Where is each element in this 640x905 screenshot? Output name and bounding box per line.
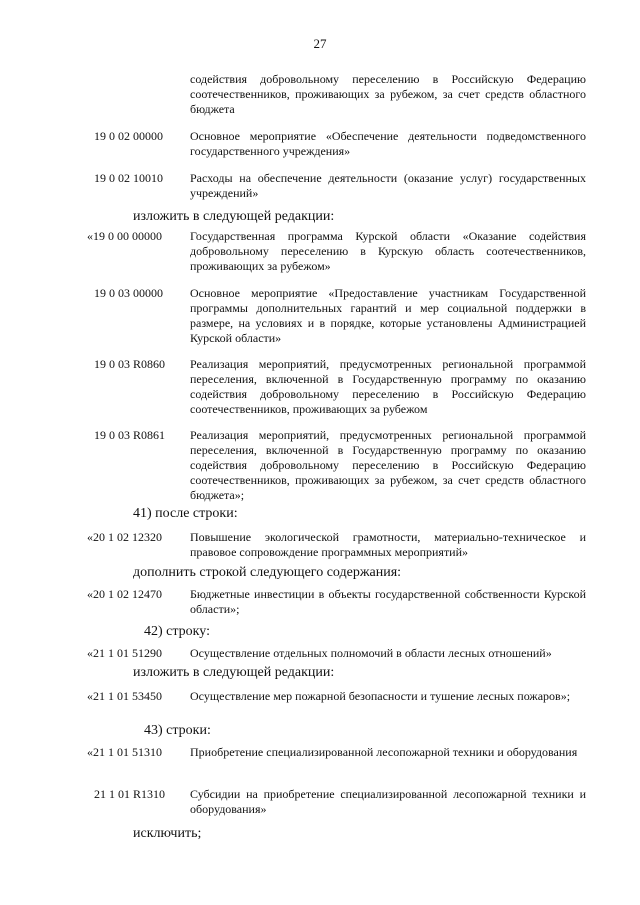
- budget-entry: [87, 229, 586, 274]
- budget-entry: [94, 428, 586, 503]
- entry-description: Осуществление отдельных полномочий в области лесных отношений»: [190, 646, 552, 660]
- budget-entry: [94, 129, 586, 159]
- subsection-heading: 43) строки:: [144, 723, 211, 738]
- instruction-text: исключить;: [133, 826, 202, 841]
- entry-code: 19 0 03 R0861: [94, 428, 166, 442]
- entry-description: Основное мероприятие «Предоставление участникам Государственной программы дополнительных гарантий и мер социальной поддержки в размере, на условиях и в порядке, которые установлены Администрацией Курской области»: [190, 286, 586, 345]
- entry-code: «21 1 01 51310: [87, 745, 162, 759]
- budget-entry: [94, 171, 586, 201]
- entry-code: 19 0 03 00000: [94, 286, 163, 300]
- entry-code: 19 0 03 R0860: [94, 357, 166, 371]
- entry-description: Осуществление мер пожарной безопасности и тушение лесных пожаров»;: [190, 689, 571, 703]
- entry-code: 19 0 02 00000: [94, 129, 163, 143]
- budget-entry: [94, 787, 586, 817]
- entry-code: 19 0 02 10010: [94, 171, 163, 185]
- entry-code: «19 0 00 00000: [87, 229, 162, 243]
- budget-entry: [87, 646, 586, 661]
- budget-entry: [94, 357, 586, 417]
- entry-description: Реализация мероприятий, предусмотренных региональной программой переселения, включенной в Государственную программу по оказанию содействия добровольному переселению в Российскую Федерацию соотечественников, проживающих за рубежом, за счет средств областного бюджета»;: [190, 428, 586, 502]
- entry-description: Основное мероприятие «Обеспечение деятельности подведомственного государственного учреждения»: [190, 129, 586, 158]
- entry-description: Государственная программа Курской области «Оказание содействия добровольному переселению в Курскую область соотечественников, проживающих за рубежом»: [190, 229, 586, 273]
- subsection-heading: 41) после строки:: [133, 506, 238, 521]
- instruction-text: изложить в следующей редакции:: [133, 665, 335, 680]
- budget-entry: [94, 72, 586, 117]
- page-number: 27: [313, 36, 327, 51]
- entry-code: «20 1 02 12470: [87, 587, 162, 601]
- entry-code: «21 1 01 53450: [87, 689, 162, 703]
- entry-code: «20 1 02 12320: [87, 530, 162, 544]
- entry-description: Бюджетные инвестиции в объекты государственной собственности Курской области»;: [190, 587, 586, 616]
- instruction-text: изложить в следующей редакции:: [133, 209, 335, 224]
- entry-description: Повышение экологической грамотности, материально-техническое и правовое сопровождение программных мероприятий»: [190, 530, 586, 559]
- instruction-text: дополнить строкой следующего содержания:: [133, 565, 402, 580]
- budget-entry: [87, 689, 586, 704]
- entry-description: Расходы на обеспечение деятельности (оказание услуг) государственных учреждений»: [190, 171, 586, 200]
- subsection-heading: 42) строку:: [144, 624, 210, 639]
- entry-description: Приобретение специализированной лесопожарной техники и оборудования: [190, 745, 578, 759]
- entry-description: содействия добровольному переселению в Российскую Федерацию соотечественников, проживающих за рубежом, за счет средств областного бюджета: [190, 72, 586, 116]
- entry-code: 21 1 01 R1310: [94, 787, 166, 801]
- budget-entry: [94, 286, 586, 346]
- entry-description: Субсидии на приобретение специализированной лесопожарной техники и оборудования»: [190, 787, 586, 816]
- budget-entry: [87, 530, 586, 560]
- budget-entry: [87, 587, 586, 617]
- budget-entry: [87, 745, 586, 760]
- entry-code: «21 1 01 51290: [87, 646, 162, 660]
- entry-description: Реализация мероприятий, предусмотренных региональной программой переселения, включенной в Государственную программу по оказанию содействия добровольному переселению в Российскую Федерацию соотечественников, проживающих за рубежом: [190, 357, 586, 416]
